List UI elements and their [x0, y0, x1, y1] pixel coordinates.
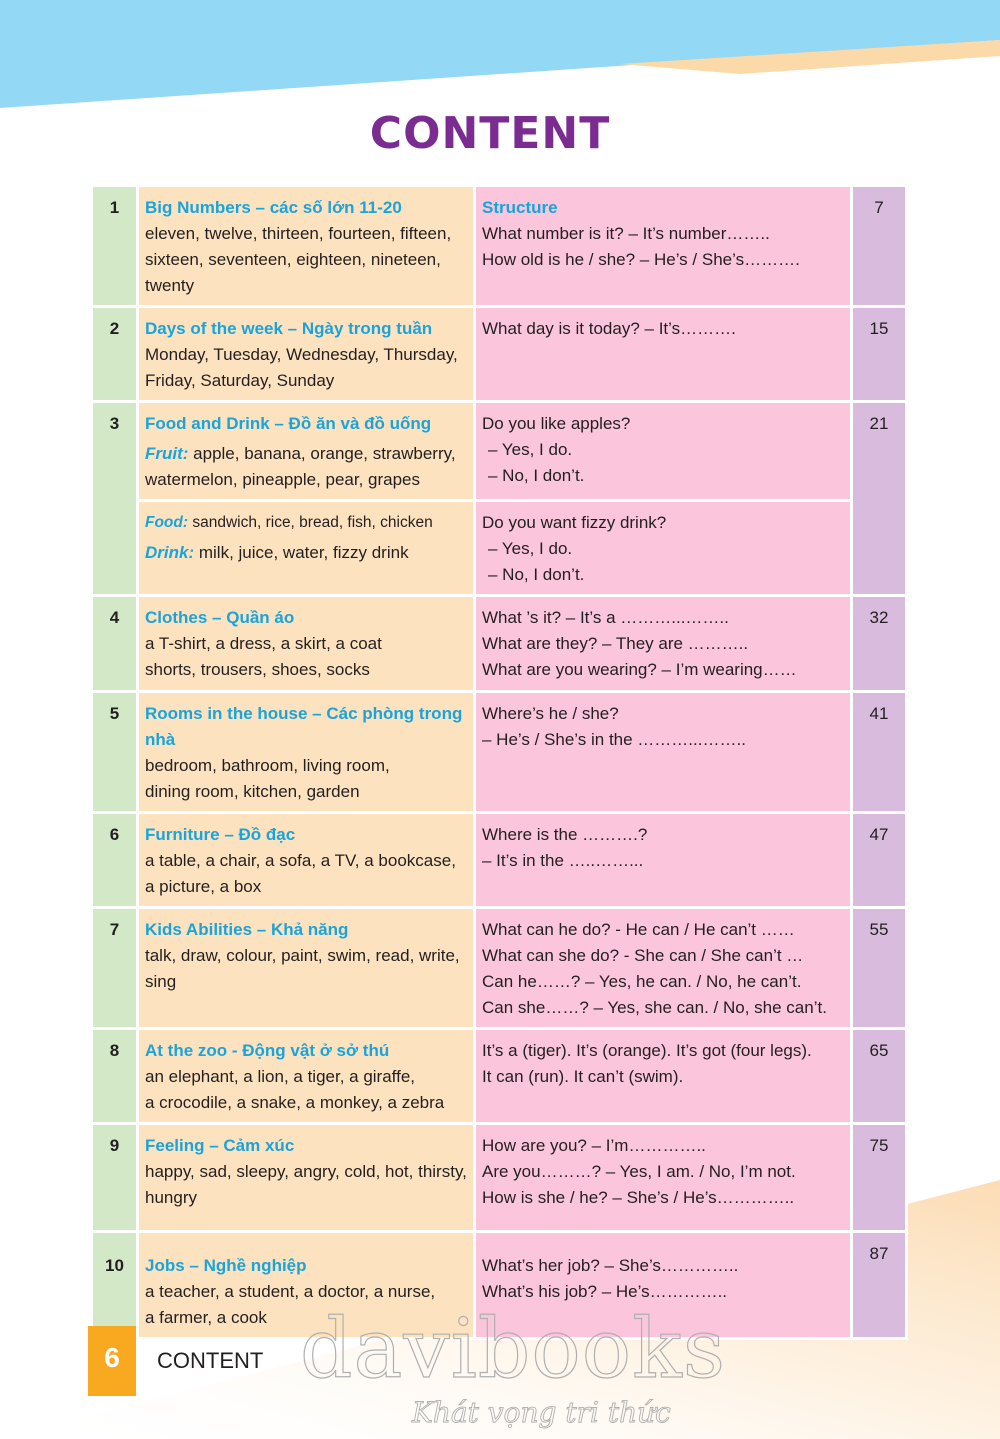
structure-line: It can (run). It can’t (swim). — [482, 1067, 684, 1086]
category-items: milk, juice, water, fizzy drink — [194, 543, 409, 562]
structure-line: Do you like apples? — [482, 414, 631, 433]
vocab-cell — [138, 813, 475, 908]
structure-cell — [475, 307, 852, 402]
structure-cell — [475, 596, 852, 692]
vocab-cell — [138, 596, 475, 692]
vocab-list: a farmer, a cook — [145, 1308, 267, 1327]
table-row — [92, 307, 907, 402]
structure-line: Do you want fizzy drink? — [482, 513, 667, 532]
vocab-list — [145, 510, 467, 536]
unit-topic: Food and Drink – Đồ ăn và đồ uống — [145, 414, 432, 433]
unit-number: 8 — [92, 1029, 138, 1124]
page-title: CONTENT — [369, 108, 611, 159]
structure-line: It’s a (tiger). It’s (orange). It’s got (four legs). — [482, 1041, 812, 1060]
vocab-list: dining room, kitchen, garden — [145, 782, 360, 801]
category-label: Food: — [145, 514, 189, 531]
structure-line: – It’s in the …..……... — [482, 851, 644, 870]
structure-line: How old is he / she? – He’s / She’s………. — [482, 250, 800, 269]
vocab-list: an elephant, a lion, a tiger, a giraffe, — [145, 1067, 415, 1086]
structure-line: What can she do? - She can / She can’t … — [482, 946, 804, 965]
structure-line: Can she……? – Yes, she can. / No, she can’t. — [482, 998, 827, 1017]
structure-line: Are you………? – Yes, I am. / No, I’m not. — [482, 1162, 796, 1181]
page-number: 65 — [852, 1029, 907, 1124]
table-row — [92, 1124, 907, 1232]
structure-line: – No, I don’t. — [488, 565, 585, 584]
header-band — [0, 0, 1000, 110]
structure-cell — [475, 186, 852, 307]
page-number: 7 — [852, 186, 907, 307]
table-row — [92, 402, 907, 501]
page-number: 41 — [852, 692, 907, 813]
structure-cell — [475, 813, 852, 908]
watermark-brand: davibooks — [300, 1302, 726, 1397]
vocab-cell — [138, 1124, 475, 1232]
structure-cell — [475, 402, 852, 501]
structure-line: What are you wearing? – I’m wearing…… — [482, 660, 797, 679]
unit-topic: At the zoo - Động vật ở sở thú — [145, 1041, 390, 1060]
unit-number: 5 — [92, 692, 138, 813]
vocab-cell — [138, 908, 475, 1029]
structure-line: – No, I don’t. — [488, 466, 585, 485]
unit-number: 10 — [92, 1232, 138, 1339]
vocab-list: a teacher, a student, a doctor, a nurse, — [145, 1282, 436, 1301]
structure-cell — [475, 1124, 852, 1232]
vocab-list: shorts, trousers, shoes, socks — [145, 660, 370, 679]
unit-number: 2 — [92, 307, 138, 402]
vocab-list: a picture, a box — [145, 877, 262, 896]
unit-number: 3 — [92, 402, 138, 596]
category-label: Drink: — [145, 543, 195, 562]
vocab-cell — [138, 1029, 475, 1124]
table-row — [92, 501, 907, 596]
unit-topic: Big Numbers – các số lớn 11-20 — [145, 198, 402, 217]
vocab-cell — [138, 501, 475, 596]
unit-number: 1 — [92, 186, 138, 307]
structure-line: What ’s it? – It’s a ………...…….. — [482, 608, 729, 627]
category-items: sandwich, rice, bread, fish, chicken — [188, 514, 433, 531]
page-number: 15 — [852, 307, 907, 402]
structure-line: What’s his job? – He’s………….. — [482, 1282, 728, 1301]
unit-number: 9 — [92, 1124, 138, 1232]
page-number: 21 — [852, 402, 907, 596]
vocab-cell — [138, 307, 475, 402]
structure-cell — [475, 908, 852, 1029]
unit-number: 6 — [92, 813, 138, 908]
footer-page-number: 6 — [88, 1326, 136, 1396]
vocab-cell — [138, 186, 475, 307]
page-number: 75 — [852, 1124, 907, 1232]
page-number: 87 — [852, 1232, 907, 1339]
structure-line: – Yes, I do. — [488, 440, 573, 459]
unit-number: 4 — [92, 596, 138, 692]
category-label: Fruit: — [145, 444, 189, 463]
table-row — [92, 596, 907, 692]
footer-section-label: CONTENT — [157, 1348, 264, 1373]
structure-line: Where’s he / she? — [482, 704, 619, 723]
unit-topic: Kids Abilities – Khả năng — [145, 920, 349, 939]
vocab-list: talk, draw, colour, paint, swim, read, write, sing — [145, 946, 460, 991]
structure-line: – Yes, I do. — [488, 539, 573, 558]
structure-line: How are you? – I’m………….. — [482, 1136, 706, 1155]
page-number: 47 — [852, 813, 907, 908]
unit-number: 7 — [92, 908, 138, 1029]
unit-topic: Feeling – Cảm xúc — [145, 1136, 295, 1155]
structure-line: What are they? – They are ……….. — [482, 634, 749, 653]
structure-cell — [475, 501, 852, 596]
vocab-cell — [138, 692, 475, 813]
structure-line: How is she / he? – She’s / He’s………….. — [482, 1188, 795, 1207]
vocab-cell — [138, 402, 475, 501]
vocab-list — [145, 540, 467, 566]
table-row — [92, 813, 907, 908]
page-number: 55 — [852, 908, 907, 1029]
vocab-list: a table, a chair, a sofa, a TV, a bookcase, — [145, 851, 456, 870]
category-items: apple, banana, orange, strawberry, watermelon, pineapple, pear, grapes — [145, 444, 456, 489]
structure-line: What number is it? – It’s number…….. — [482, 224, 770, 243]
vocab-list — [145, 441, 467, 493]
structure-line: What can he do? - He can / He can’t …… — [482, 920, 795, 939]
structure-cell — [475, 1029, 852, 1124]
vocab-list: eleven, twelve, thirteen, fourteen, fifteen, sixteen, seventeen, eighteen, nineteen, twenty — [145, 224, 452, 295]
table-row — [92, 908, 907, 1029]
structure-line: – He’s / She’s in the ………...…….. — [482, 730, 746, 749]
table-row — [92, 692, 907, 813]
unit-topic: Clothes – Quần áo — [145, 608, 295, 627]
structure-line: What day is it today? – It’s………. — [482, 319, 736, 338]
structure-line: Can he……? – Yes, he can. / No, he can’t. — [482, 972, 802, 991]
unit-topic: Jobs – Nghề nghiệp — [145, 1256, 307, 1275]
vocab-list: bedroom, bathroom, living room, — [145, 756, 390, 775]
vocab-list: Monday, Tuesday, Wednesday, Thursday, Friday, Saturday, Sunday — [145, 345, 458, 390]
structure-heading: Structure — [482, 198, 558, 217]
watermark-slogan: Khát vọng tri thức — [412, 1396, 671, 1429]
table-row — [92, 1029, 907, 1124]
vocab-list: happy, sad, sleepy, angry, cold, hot, thirsty, hungry — [145, 1162, 467, 1207]
structure-line: What’s her job? – She’s………….. — [482, 1256, 739, 1275]
structure-cell — [475, 692, 852, 813]
vocab-list: a T-shirt, a dress, a skirt, a coat — [145, 634, 382, 653]
unit-topic: Furniture – Đồ đạc — [145, 825, 296, 844]
structure-line: Where is the ……….? — [482, 825, 648, 844]
vocab-list: a crocodile, a snake, a monkey, a zebra — [145, 1093, 445, 1112]
page-number: 32 — [852, 596, 907, 692]
unit-topic: Rooms in the house – Các phòng trong nhà — [145, 704, 463, 749]
content-table — [90, 184, 908, 1340]
unit-topic: Days of the week – Ngày trong tuần — [145, 319, 433, 338]
table-row — [92, 186, 907, 307]
